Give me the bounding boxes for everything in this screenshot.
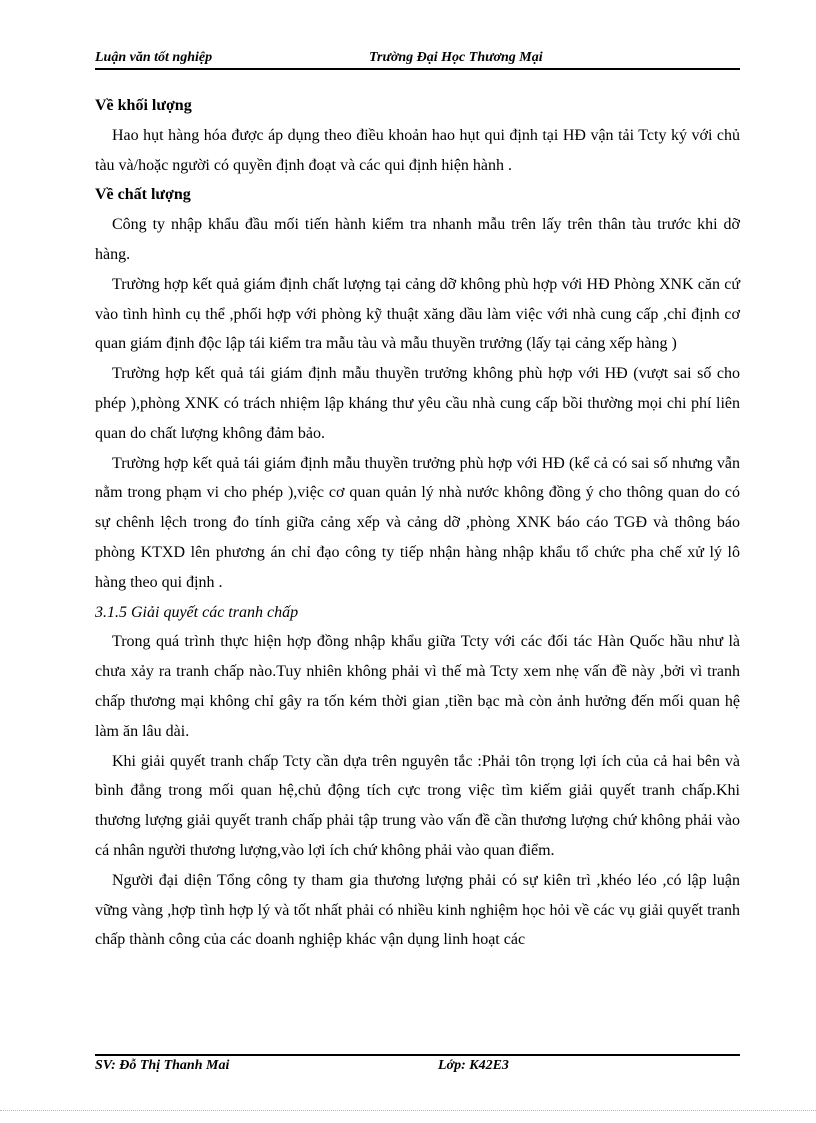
page-edge-dots <box>0 1110 816 1111</box>
paragraph: Trường hợp kết quả tái giám định mẫu thuyền trưởng không phù hợp với HĐ (vượt sai số cho phép ),phòng XNK có trách nhiệm lập kháng thư yêu cầu nhà cung cấp bồi thường mọi chi phí liên quan do chất lượng không đảm bảo. <box>95 365 740 442</box>
paragraph: Trong quá trình thực hiện hợp đồng nhập khẩu giữa Tcty với các đối tác Hàn Quốc hầu như là chưa xảy ra tranh chấp nào.Tuy nhiên không phải vì thế mà Tcty xem nhẹ vấn đề này ,bởi vì tranh chấp thương mại không chỉ gây ra tốn kém thời gian ,tiền bạc mà còn ảnh hưởng đến mối quan hệ làm ăn lâu dài. <box>95 633 740 740</box>
page-header <box>95 50 740 68</box>
footer-class: Lớp: K42E3 <box>438 1058 509 1073</box>
heading-quality: Về chất lượng <box>95 186 191 204</box>
heading-quantity: Về khối lượng <box>95 97 192 114</box>
paragraph: Trường hợp kết quả tái giám định mẫu thuyền trưởng phù hợp với HĐ (kể cả có sai số nhưng vẫn nằm trong phạm vi cho phép ),việc cơ quan quản lý nhà nước không đồng ý cho thông quan do có sự chênh lệch trong đo tính giữa cảng xếp và cảng dỡ ,phòng XNK báo cáo TGĐ và thông báo phòng KTXD lên phương án chỉ đạo công ty tiếp nhận hàng nhập khẩu tổ chức pha chế xử lý lô hàng theo qui định . <box>95 454 740 591</box>
paragraph: Công ty nhập khẩu đầu mối tiến hành kiểm tra nhanh mẫu trên lấy trên thân tàu trước khi dỡ hàng. <box>95 216 740 263</box>
footer-student: SV: Đỗ Thị Thanh Mai <box>95 1058 230 1073</box>
body-text <box>95 91 740 955</box>
footer-rule <box>95 1054 740 1056</box>
paragraph: Người đại diện Tổng công ty tham gia thương lượng phải có sự kiên trì ,khéo léo ,có lập luận vững vàng ,hợp tình hợp lý và tốt nhất phải có nhiều kinh nghiệm học hỏi về các vụ giải quyết tranh chấp thành công của các doanh nghiệp khác vận dụng linh hoạt các <box>95 871 740 949</box>
paragraph: Khi giải quyết tranh chấp Tcty cần dựa trên nguyên tắc :Phải tôn trọng lợi ích của cả hai bên và bình đẳng trong mối quan hệ,chủ động tích cực trong việc tìm kiếm giải quyết tranh chấp.Khi thương lượng giải quyết tranh chấp phải tập trung vào vấn đề cần thương lượng chứ không phải vào cá nhân người thương lượng,vào lợi ích chứ không phải vào quan điểm. <box>95 752 740 859</box>
header-thesis-label: Luận văn tốt nghiệp <box>95 50 213 65</box>
header-university: Trường Đại Học Thương Mại <box>369 50 543 65</box>
page-footer <box>95 1058 740 1076</box>
paragraph: Hao hụt hàng hóa được áp dụng theo điều khoản hao hụt qui định tại HĐ vận tải Tcty ký với chủ tàu và/hoặc người có quyền định đoạt và các qui định hiện hành . <box>95 126 740 174</box>
paragraph: Trường hợp kết quả giám định chất lượng tại cảng dỡ không phù hợp với HĐ Phòng XNK căn cứ vào tình hình cụ thể ,phối hợp với phòng kỹ thuật xăng dầu làm việc với nhà cung cấp ,chỉ định cơ quan giám định độc lập tái kiểm tra mẫu tàu và mẫu thuyền trưởng (lấy tại cảng xếp hàng ) <box>95 275 740 353</box>
header-rule <box>95 68 740 70</box>
section-title: 3.1.5 Giải quyết các tranh chấp <box>95 603 299 621</box>
